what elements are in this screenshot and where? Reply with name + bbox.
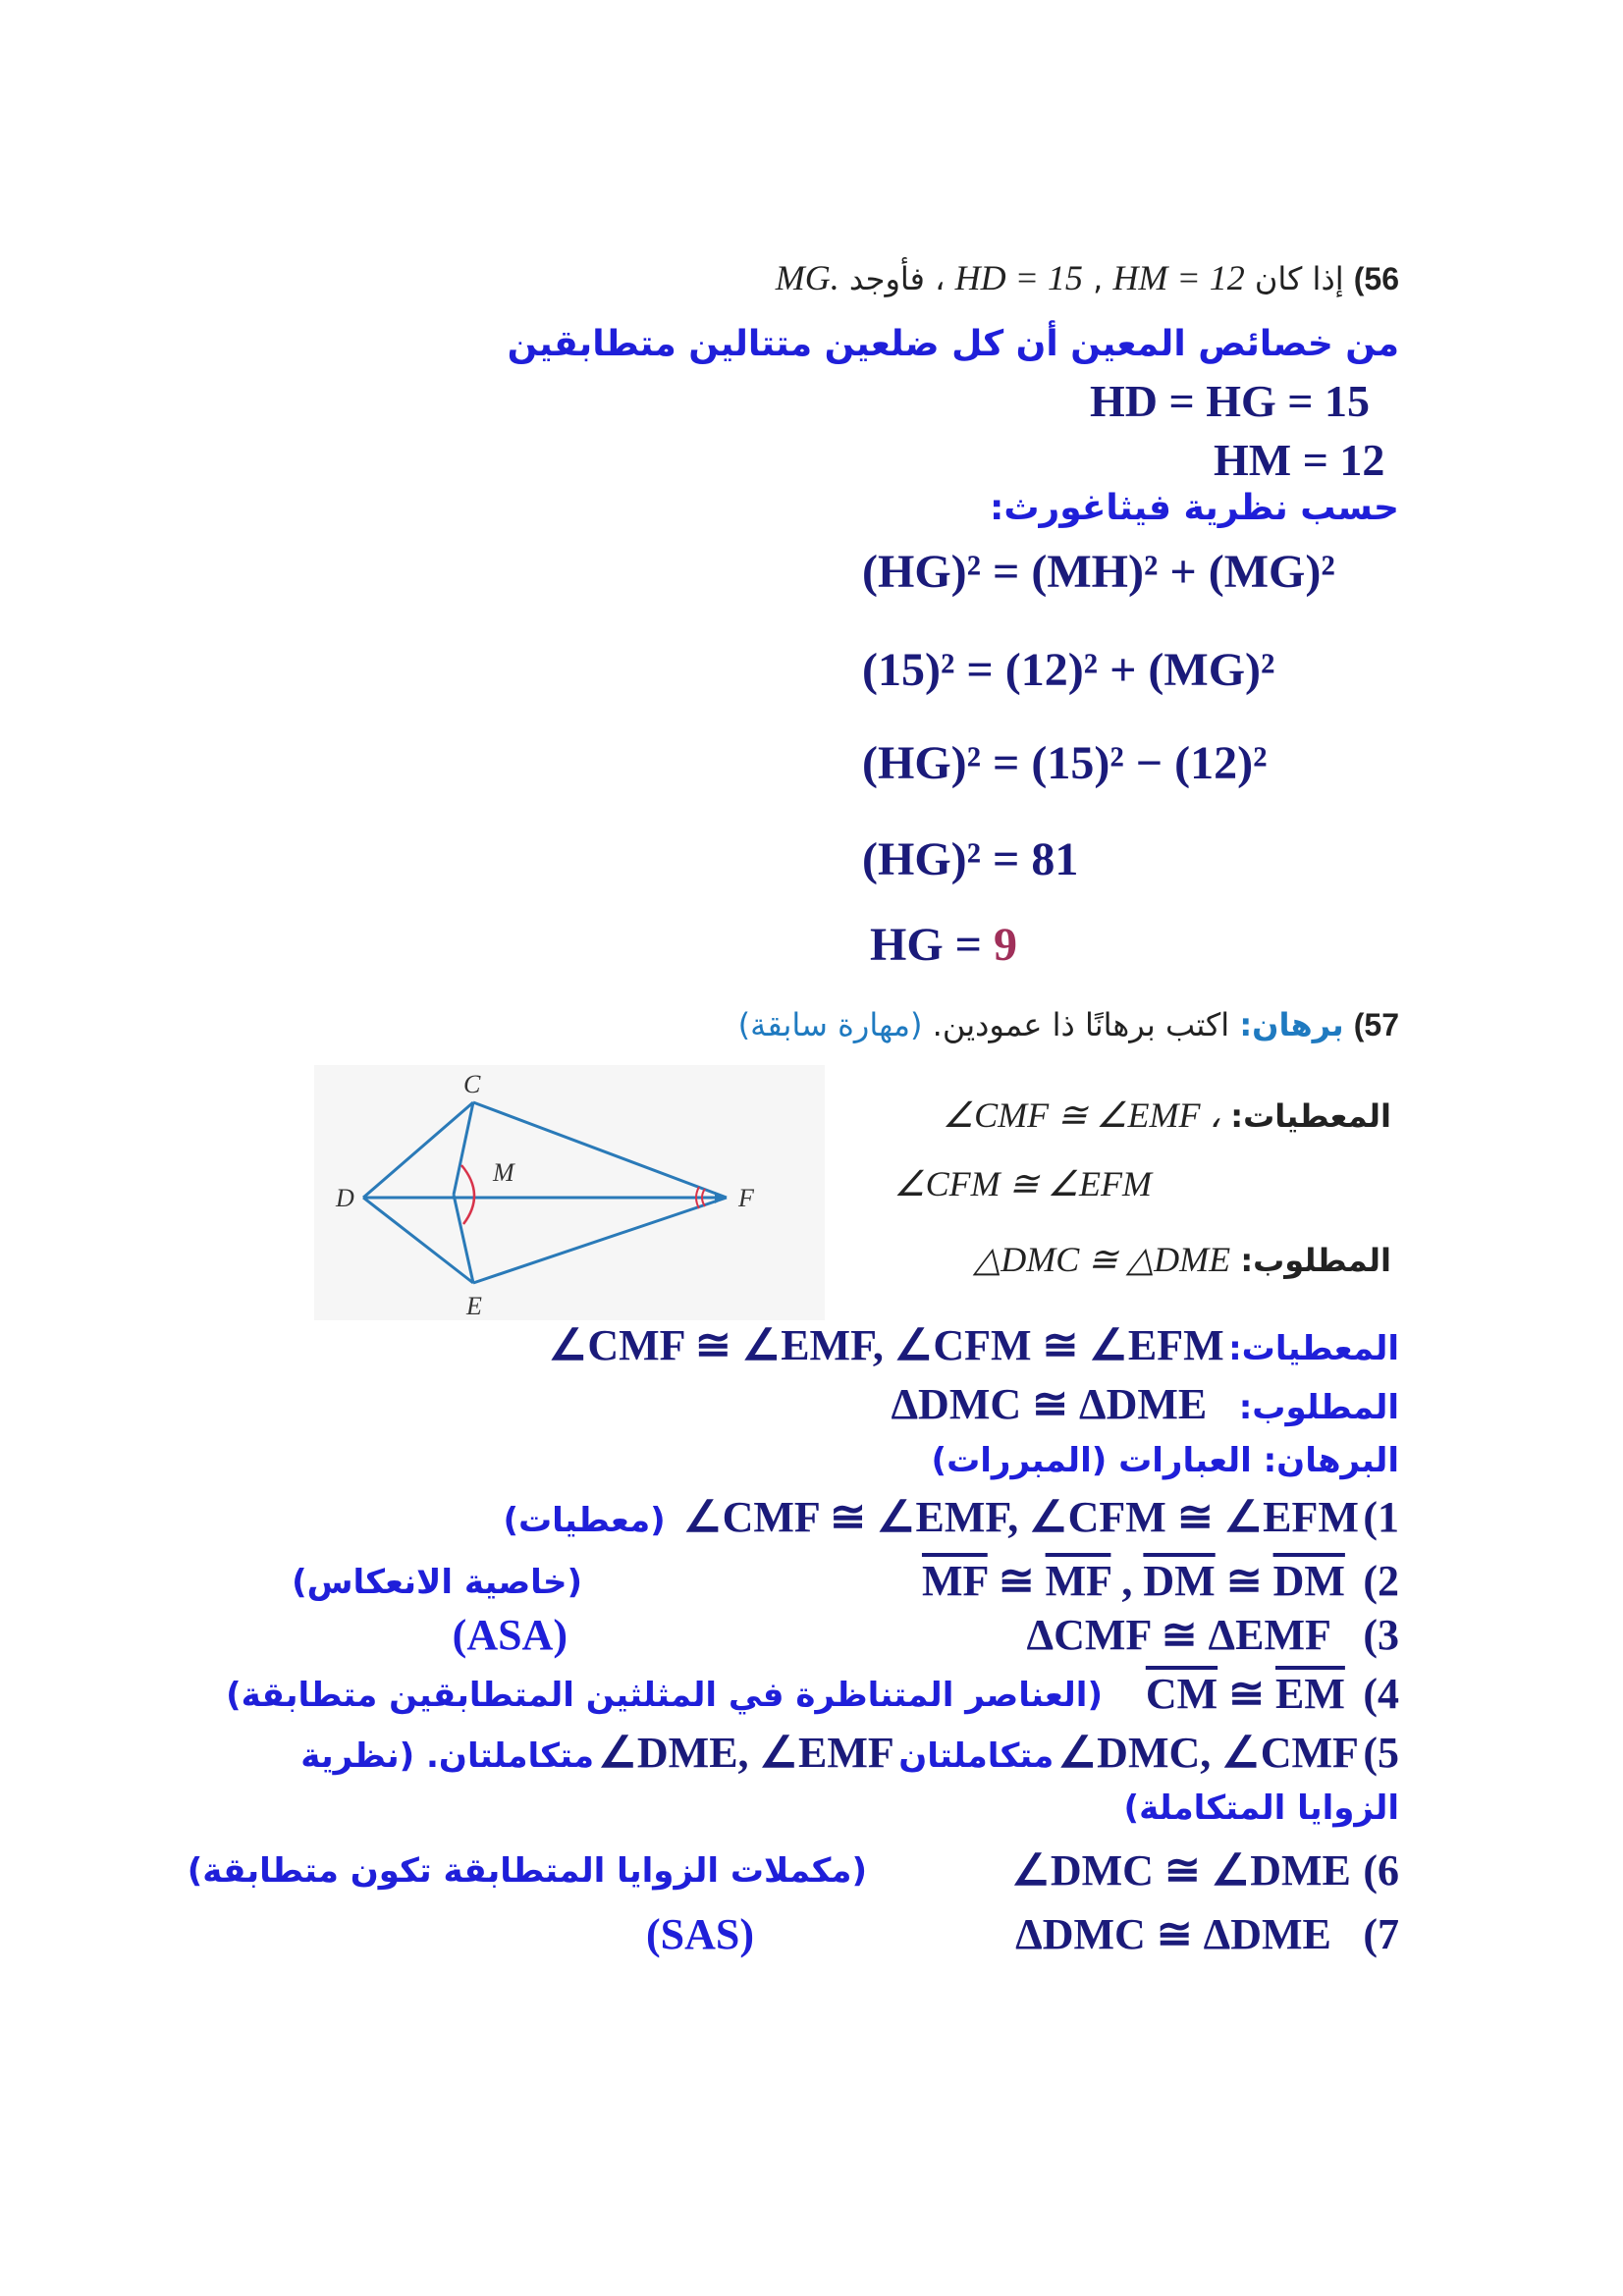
q57-label: برهان: (1239, 1006, 1344, 1043)
step7-reason: (SAS) (645, 1910, 754, 1958)
sol56-eq5-text: (HG)² = (15)² − (12)² (862, 737, 1268, 789)
q57-prove: △DMC ≅ △DME (973, 1240, 1231, 1279)
sol56-eq5 (862, 736, 1267, 790)
step5-stmt-a: ∠DMC, ∠CMF (1057, 1729, 1359, 1777)
step2-reason: (خاصية الانعكاس) (292, 1563, 582, 1602)
q56-find-var: MG. (775, 258, 839, 297)
step6-number: 6) (1363, 1846, 1399, 1895)
proof-prove-label: المطلوب: (1238, 1388, 1399, 1427)
q57-prompt-text: اكتب برهانًا ذا عمودين. (932, 1006, 1230, 1043)
step5-cont: الزوايا المتكاملة) (1123, 1789, 1399, 1828)
sol56-eq1: HD = HG = 15 (1090, 376, 1370, 426)
label-d: D (336, 1184, 354, 1212)
step2-number: 2) (1363, 1557, 1399, 1605)
proof-given: ∠CMF ≅ ∠EMF, ∠CFM ≅ ∠EFM (548, 1321, 1224, 1369)
proof-step-2 (922, 1556, 1399, 1606)
proof-step-3 (1027, 1610, 1399, 1660)
step1-stmt: ∠CMF ≅ ∠EMF, ∠CFM ≅ ∠EFM (683, 1493, 1359, 1541)
step2-stmt: $\overline{MF}$ ≅ $\overline{MF}$ , $\overline{DM}$ ≅ $\overline{DM}$ (921, 1557, 1345, 1605)
proof-header: البرهان: العبارات (المبررات) (931, 1441, 1399, 1480)
sol56-line2: حسب نظرية فيثاغورث: (989, 488, 1399, 528)
step4-cm: $\overline{CM}$ (1145, 1670, 1218, 1718)
proof-step-7 (1015, 1909, 1399, 1959)
step3-stmt: ΔCMF ≅ ΔEMF (1026, 1611, 1331, 1659)
q57-given2-row (893, 1163, 1152, 1204)
sol56-eq4 (862, 643, 1274, 697)
proof-given-row (549, 1320, 1399, 1370)
step5-mid: متكاملتان (898, 1736, 1055, 1776)
step4-number: 4) (1363, 1670, 1399, 1718)
step7-stmt: ΔDMC ≅ ΔDME (1015, 1910, 1331, 1958)
step4-stmt: $\overline{CM}$ ≅ $\overline{EM}$ (1145, 1670, 1345, 1718)
step3-number: 3) (1363, 1611, 1399, 1659)
proof-step-5 (300, 1728, 1399, 1778)
label-c: C (463, 1070, 481, 1098)
sol56-eq7 (870, 918, 1017, 972)
q57-prove-label: المطلوب: (1240, 1242, 1391, 1279)
step1-number: 1) (1363, 1493, 1399, 1541)
sol56-eq6 (862, 832, 1078, 886)
proof-prove-row (891, 1379, 1399, 1429)
step3-reason: (ASA) (452, 1611, 568, 1659)
label-f: F (738, 1184, 754, 1212)
step4-reason: (العناصر المتناظرة في المثلثين المتطابقين متطابقة) (226, 1676, 1103, 1715)
sol56-eq3-text: (HG)² = (MH)² + (MG)² (862, 546, 1335, 598)
step2-mf-a: $\overline{MF}$ (921, 1557, 988, 1605)
label-m: M (493, 1158, 514, 1187)
sol56-eq6-text: (HG)² = 81 (862, 833, 1079, 885)
step5-number: 5) (1363, 1729, 1399, 1777)
q56-find-text: ، فأوجد (848, 260, 946, 297)
proof-step-4 (1146, 1669, 1399, 1719)
q57-prompt (738, 1006, 1399, 1043)
step6-stmt: ∠DMC ≅ ∠DME (1011, 1846, 1351, 1895)
label-e: E (466, 1292, 482, 1320)
q57-tag: (مهارة سابقة) (737, 1006, 923, 1043)
q57-given1: ∠CMF ≅ ∠EMF ، (942, 1095, 1221, 1135)
q57-given2: ∠CFM ≅ ∠EFM (893, 1164, 1152, 1203)
sol56-eq4-text: (15)² = (12)² + (MG)² (862, 644, 1275, 696)
proof-prove: ΔDMC ≅ ΔDME (891, 1380, 1208, 1428)
step2-dm-a: $\overline{DM}$ (1143, 1557, 1216, 1605)
proof-step-6 (1011, 1845, 1399, 1896)
q57-prove-row (974, 1239, 1391, 1280)
q57-given-row (943, 1095, 1391, 1136)
step2-mf-b: $\overline{MF}$ (1045, 1557, 1111, 1605)
step1-reason: (معطيات) (503, 1501, 666, 1540)
step7-number: 7) (1363, 1910, 1399, 1958)
q56-given-hd: HD = 15 (954, 258, 1083, 297)
step4-em: $\overline{EM}$ (1275, 1670, 1345, 1718)
proof-step-1 (503, 1492, 1399, 1542)
step2-dm-b: $\overline{DM}$ (1272, 1557, 1345, 1605)
q56-number: 56) (1353, 261, 1399, 296)
step5-stmt-b: ∠DME, ∠EMF (598, 1729, 894, 1777)
q56-prompt: 56) إذا كان HD = 15 , HM = 12 ، فأوجد MG. (775, 258, 1399, 297)
sol56-line1: من خصائص المعين أن كل ضلعين متتالين متطابقين (507, 324, 1399, 364)
q57-given-label: المعطيات: (1230, 1097, 1391, 1135)
sol56-eq7-value: 9 (994, 919, 1018, 971)
sol56-eq3 (862, 545, 1335, 599)
kite-figure (314, 1065, 825, 1320)
proof-given-label: المعطيات: (1228, 1329, 1399, 1368)
q56-given-hm: HM = 12 (1112, 258, 1245, 297)
sol56-eq2: HM = 12 (1214, 435, 1385, 485)
q57-number: 57) (1353, 1007, 1399, 1042)
step6-reason: (مكملات الزوايا المتطابقة تكون متطابقة) (187, 1851, 867, 1891)
sol56-eq7-left: HG = (870, 919, 995, 971)
step5-end: متكاملتان. (نظرية (300, 1736, 594, 1776)
q56-prompt-text: إذا كان (1254, 260, 1344, 297)
